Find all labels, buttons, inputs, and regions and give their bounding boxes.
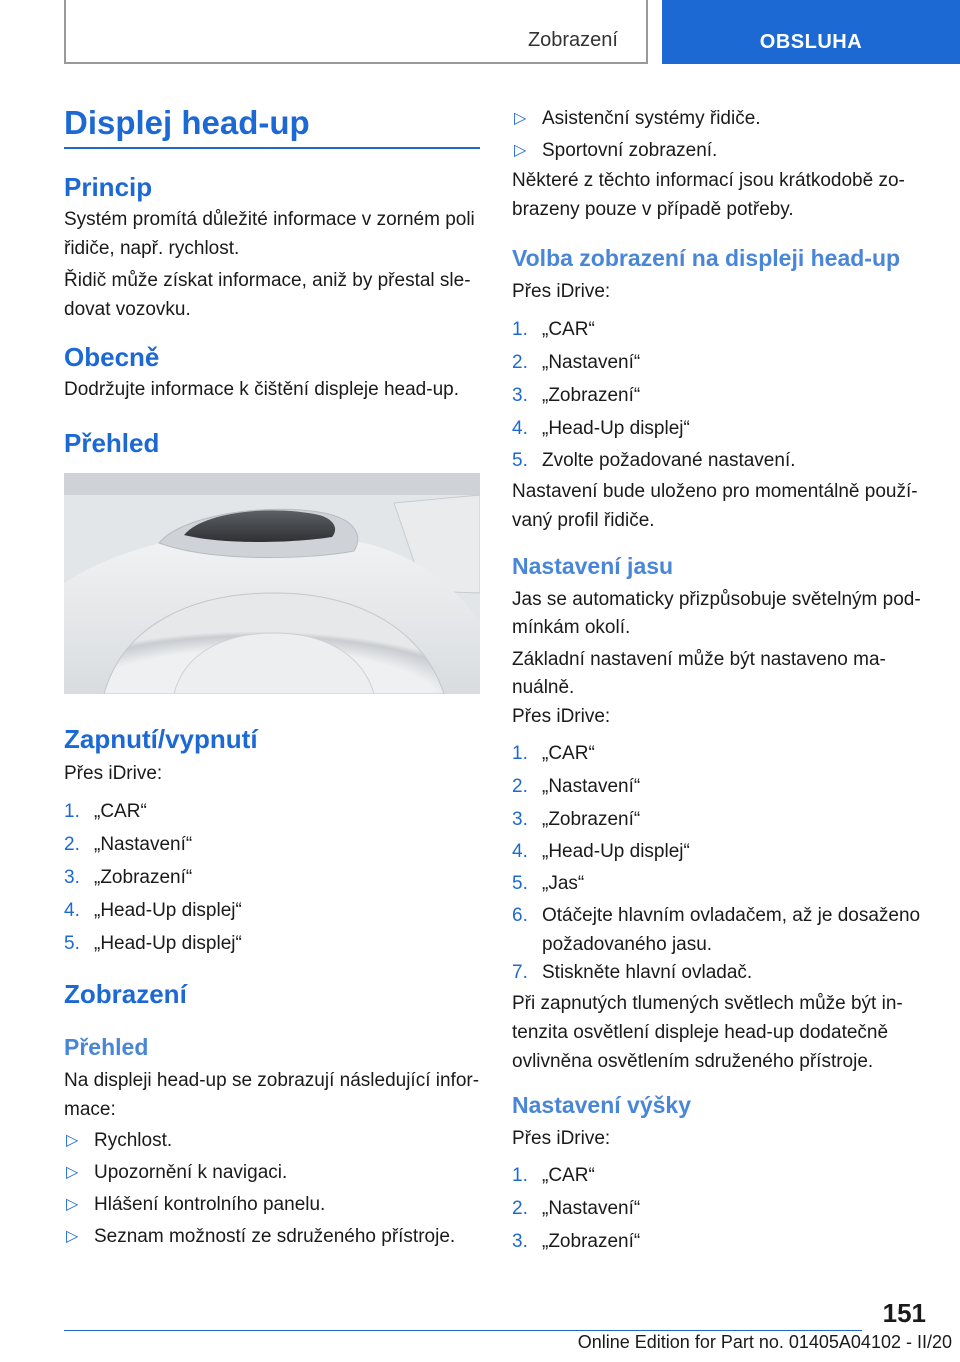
list-item: ▷ Sportovní zobrazení.	[512, 136, 926, 165]
list-item: ▷ Upozornění k navigaci.	[64, 1158, 480, 1187]
head-up-display-illustration	[64, 473, 480, 694]
list-item: 4. „Head-Up displej“	[512, 418, 690, 439]
jas-intro: Přes iDrive:	[512, 706, 611, 727]
list-item: 2. „Nastavení“	[512, 776, 641, 797]
heading-princip: Princip	[64, 172, 153, 202]
list-item: 5. Zvolte požadované nastavení.	[512, 450, 796, 471]
header-section-box	[64, 0, 648, 64]
list-item: 1. „CAR“	[512, 1165, 595, 1186]
jas-p2-line1: Základní nastavení může být nastaveno ma-	[512, 649, 886, 670]
zapnuti-intro: Přes iDrive:	[64, 763, 163, 784]
list-item: 2. „Nastavení“	[512, 352, 641, 373]
jas-after-line1: Při zapnutých tlumených světlech může být in-	[512, 993, 903, 1014]
heading-jas: Nastavení jasu	[512, 553, 674, 579]
list-item: 5. „Jas“	[512, 873, 585, 894]
volba-after-line2: vaný profil řidiče.	[512, 510, 655, 531]
heading-zobrazeni: Zobrazení	[64, 979, 187, 1009]
list-item: 4. „Head-Up displej“	[512, 841, 690, 862]
bullet-icon: ▷	[66, 1132, 79, 1149]
list-item: 3. „Zobrazení“	[512, 385, 641, 406]
header-chapter-tab	[662, 0, 960, 64]
head-up-display-photo	[64, 473, 480, 694]
list-item: ▷ Asistenční systémy řidiče.	[512, 104, 926, 133]
heading-obecne: Obecně	[64, 342, 160, 372]
jas-after-line3: ovlivněna osvětlením sdruženého přístroje.	[512, 1051, 874, 1072]
list-item: 3. „Zobrazení“	[512, 1231, 641, 1252]
jas-p1-line2: mínkám okolí.	[512, 617, 631, 638]
vyska-intro: Přes iDrive:	[512, 1128, 611, 1149]
list-item: 5. „Head-Up displej“	[64, 933, 242, 954]
list-item: 1. „CAR“	[512, 319, 595, 340]
heading-zapnuti: Zapnutí/vypnutí	[64, 724, 258, 754]
list-item: 3. „Zobrazení“	[64, 867, 193, 888]
footer-edition: Online Edition for Part no. 01405A04102 - II/20	[577, 1332, 952, 1352]
heading-prehled: Přehled	[64, 428, 160, 458]
heading-vyska: Nastavení výšky	[512, 1092, 692, 1118]
list-item: ▷ Rychlost.	[64, 1126, 480, 1155]
zobrazeni-p-line2: mace:	[64, 1099, 116, 1120]
bullet-icon: ▷	[66, 1196, 79, 1213]
jas-p2-line2: nuálně.	[512, 677, 575, 698]
list-item: 4. „Head-Up displej“	[64, 900, 242, 921]
volba-after-line1: Nastavení bude uloženo pro momentálně použí-	[512, 481, 918, 502]
volba-intro: Přes iDrive:	[512, 281, 611, 302]
list-item: 3. „Zobrazení“	[512, 809, 641, 830]
bullet-icon: ▷	[514, 110, 527, 127]
list-item: 1. „CAR“	[64, 801, 147, 822]
princip-p1-line1: Systém promítá důležité informace v zorném poli	[64, 209, 475, 230]
list-item: ▷ Seznam možností ze sdruženého přístroje.	[64, 1222, 480, 1251]
note-line1: Některé z těchto informací jsou krátkodobě zo-	[512, 170, 905, 191]
jas-p1-line1: Jas se automaticky přizpůsobuje světelným pod-	[512, 589, 921, 610]
zobrazeni-p-line1: Na displeji head-up se zobrazují následující infor-	[64, 1070, 480, 1091]
header-chapter-label: OBSLUHA	[759, 31, 863, 53]
princip-p1-line2: řidiče, např. rychlost.	[64, 238, 240, 259]
page-title: Displej head-up	[64, 104, 310, 141]
bullet-icon: ▷	[66, 1164, 79, 1181]
heading-volba: Volba zobrazení na displeji head-up	[512, 245, 901, 271]
list-item: ▷ Hlášení kontrolního panelu.	[64, 1190, 480, 1219]
list-item: 7. Stiskněte hlavní ovladač.	[512, 962, 753, 983]
list-item: 2. „Nastavení“	[512, 1198, 641, 1219]
list-item: 1. „CAR“	[512, 743, 595, 764]
jas-after-line2: tenzita osvětlení displeje head-up dodatečně	[512, 1022, 889, 1043]
bullet-icon: ▷	[66, 1228, 79, 1245]
obecne-p1: Dodržujte informace k čištění displeje head-up.	[64, 379, 459, 400]
princip-p2-line1: Řidič může získat informace, aniž by přestal sle-	[64, 270, 471, 291]
page-number: 151	[882, 1298, 926, 1328]
footer-rule	[64, 1330, 862, 1331]
list-item: 2. „Nastavení“	[64, 834, 193, 855]
note-line2: brazeny pouze v případě potřeby.	[512, 199, 794, 220]
title-rule	[64, 147, 480, 149]
list-item: 6. Otáčejte hlavním ovladačem, až je dosaženo požadovaného jasu.	[512, 905, 921, 955]
bullet-icon: ▷	[514, 142, 527, 159]
header-section-title: Zobrazení	[527, 29, 618, 51]
princip-p2-line2: dovat vozovku.	[64, 299, 191, 320]
subheading-prehled: Přehled	[64, 1034, 149, 1060]
